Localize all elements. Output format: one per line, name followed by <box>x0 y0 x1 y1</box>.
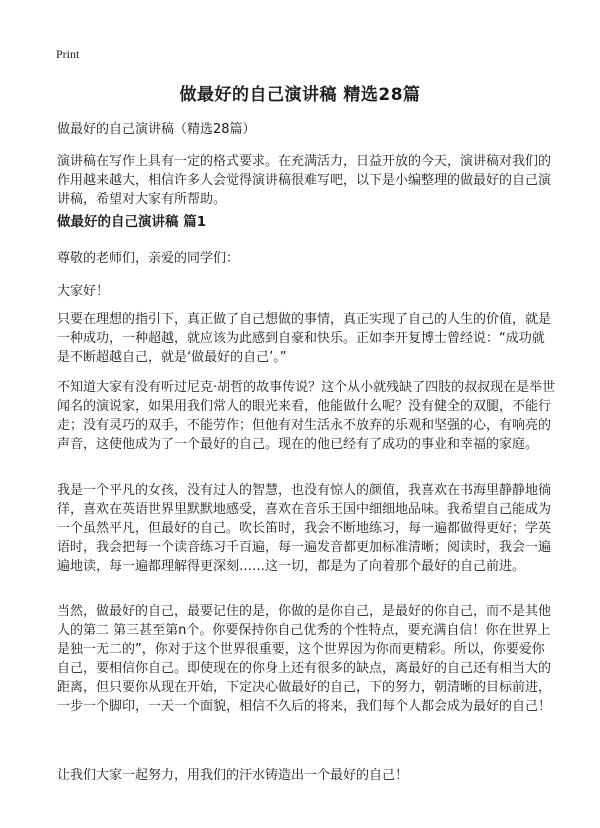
intro-paragraph: 演讲稿在写作上具有一定的格式要求。在充满活力，日益开放的今天，演讲稿对我们的作用越来越大，相信许多人会觉得演讲稿很难写吧，以下是小编整理的做最好的自己演讲稿，希望对大家有所帮助。 <box>57 154 552 207</box>
page-title: 做最好的自己演讲稿 精选28篇 <box>179 85 421 105</box>
greeting: 大家好！ <box>57 284 110 299</box>
paragraph-2: 不知道大家有没有听过尼克·胡哲的故事传说？这个从小就残缺了四肢的叔叔现在是举世闻名的演说家，如果用我们常人的眼光来看，他能做什么呢？没有健全的双腿，不能行走；没有灵巧的双手，不能劳作；但他有对生活永不放弃的乐观和坚强的心，有响亮的声音，这使他成为了一个最好的自己。现在的他已经有了成功的事业和幸福的家庭。 <box>57 380 556 452</box>
paragraph-3: 我是一个平凡的女孩，没有过人的智慧，也没有惊人的颜值，我喜欢在书海里静静地徜徉，喜欢在英语世界里默默地感受，喜欢在音乐王国中细细地品味。我希望自己能成为一个虽然平凡，但最好的自己。吹长笛时，我会不断地练习，每一遍都做得更好；学英语时，我会把每一个读音练习千百遍，每一遍发音都更加标准清晰；阅读时，我会一遍遍地读，每一遍都理解得更深刻……这一切，都是为了向着那个最好的自己前进。 <box>57 483 552 574</box>
print-link[interactable]: Print <box>56 47 80 61</box>
section-heading: 做最好的自己演讲稿 篇1 <box>57 214 207 230</box>
salutation: 尊敬的老师们，亲爱的同学们： <box>57 251 240 266</box>
paragraph-5: 让我们大家一起努力，用我们的汗水铸造出一个最好的自己！ <box>57 768 409 783</box>
document-subtitle: 做最好的自己演讲稿（精选28篇） <box>57 122 256 137</box>
paragraph-4: 当然，做最好的自己，最要记住的是，你做的是你自己，是最好的你自己，而不是其他人的第二 第三甚至第n个。你要保持你自己优秀的个性特点，要充满自信！你在世界上是独一无二的”，你对于这个世界很重要，这个世界因为你而更精彩。所以，你要爱你自己，要相信你自己。即使现在的你身上还有很多的缺点，离最好的自己还有相当大的距离，但只要你从现在开始，下定决心做最好的自己，下的努力，朝清晰的目标前进，一步一个脚印，一天一个面貌，相信不久后的将来，我们每个人都会成为最好的自己！ <box>57 604 552 714</box>
paragraph-1: 只要在理想的指引下，真正做了自己想做的事情，真正实现了自己的人生的价值，就是一种成功，一种超越，就应该为此感到自豪和快乐。正如李开复博士曾经说：“成功就是不断超越自己，就是‘做最好的自己’。” <box>57 312 552 365</box>
